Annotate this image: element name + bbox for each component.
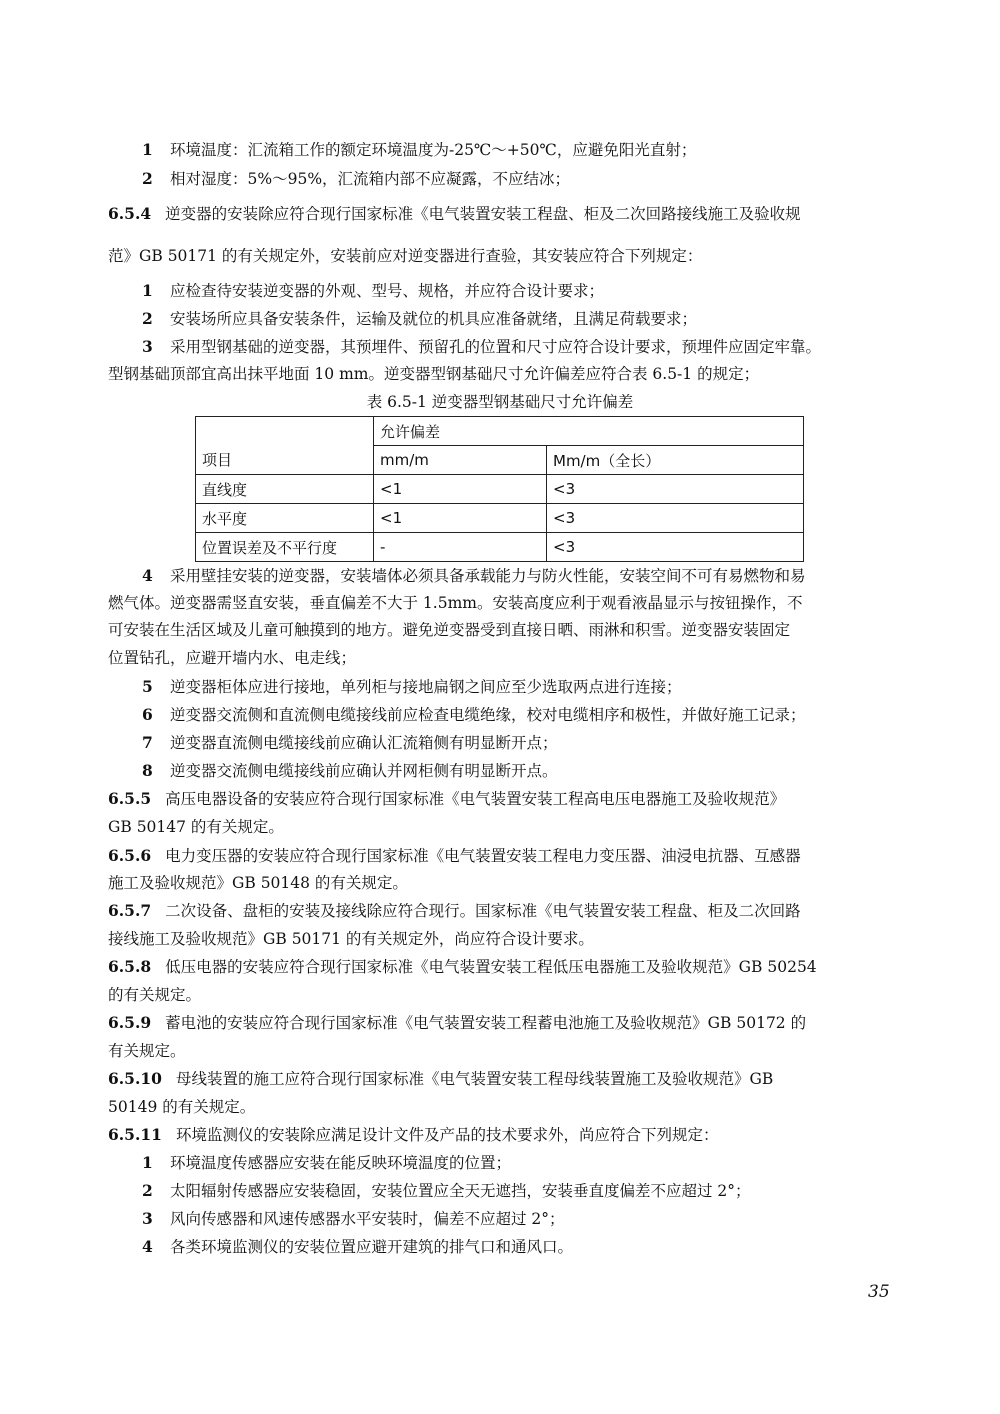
table-cell: 直线度 <box>196 475 374 504</box>
table-cell: <1 <box>374 475 547 504</box>
table-row <box>196 504 804 533</box>
item-text: 安装场所应具备安装条件，运输及就位的机具应准备就绪，且满足荷载要求； <box>170 310 698 328</box>
table-header-col2: Mm/m（全长） <box>547 446 804 475</box>
section-continuation: 施工及验收规范》GB 50148 的有关规定。 <box>108 874 408 892</box>
item-number: 2 <box>142 309 153 328</box>
table-header-item: 项目 <box>196 417 374 475</box>
table-cell: - <box>374 533 547 562</box>
section-text: 蓄电池的安装应符合现行国家标准《电气装置安装工程蓄电池施工及验收规范》GB 50172 的 <box>165 1014 807 1032</box>
item-continuation: 燃气体。逆变器需竖直安装，垂直偏差不大于 1.5mm。安装高度应利于观看液晶显示与按钮操作，不 <box>108 594 803 612</box>
item-number: 1 <box>142 140 153 159</box>
table-caption: 表 6.5-1 逆变器型钢基础尺寸允许偏差 <box>366 393 634 411</box>
list-item <box>142 733 558 753</box>
section-6-5-11 <box>108 1125 718 1145</box>
table-cell: <3 <box>547 475 804 504</box>
list-item <box>142 309 697 329</box>
item-number: 2 <box>142 169 153 188</box>
table-cell: 位置误差及不平行度 <box>196 533 374 562</box>
item-text: 各类环境监测仪的安装位置应避开建筑的排气口和通风口。 <box>170 1238 574 1256</box>
section-continuation: 有关规定。 <box>108 1042 186 1060</box>
section-number: 6.5.6 <box>108 846 152 865</box>
item-text: 应检查待安装逆变器的外观、型号、规格，并应符合设计要求； <box>170 282 605 300</box>
section-number: 6.5.9 <box>108 1013 152 1032</box>
item-text: 逆变器交流侧电缆接线前应确认并网柜侧有明显断开点。 <box>170 762 558 780</box>
item-text: 逆变器柜体应进行接地，单列柜与接地扁钢之间应至少选取两点进行连接； <box>170 678 682 696</box>
section-6-5-5 <box>108 789 785 809</box>
item-continuation: 型钢基础顶部宜高出抹平地面 10 mm。逆变器型钢基础尺寸允许偏差应符合表 6.5-1 的规定； <box>108 365 760 383</box>
section-number: 6.5.10 <box>108 1069 162 1088</box>
item-text: 环境温度传感器应安装在能反映环境温度的位置； <box>170 1154 512 1172</box>
tolerance-table <box>195 416 804 562</box>
table-header-group: 允许偏差 <box>374 417 804 446</box>
list-item <box>142 677 682 697</box>
section-text: 电力变压器的安装应符合现行国家标准《电气装置安装工程电力变压器、油浸电抗器、互感器 <box>165 847 801 865</box>
item-number: 4 <box>142 1237 153 1256</box>
table-row <box>196 533 804 562</box>
item-text: 风向传感器和风速传感器水平安装时，偏差不应超过 2°； <box>170 1210 565 1228</box>
section-6-5-10 <box>108 1069 773 1089</box>
item-number: 3 <box>142 337 153 356</box>
section-text: 低压电器的安装应符合现行国家标准《电气装置安装工程低压电器施工及验收规范》GB 50254 <box>165 958 817 976</box>
section-continuation: 接线施工及验收规范》GB 50171 的有关规定外，尚应符合设计要求。 <box>108 930 594 948</box>
section-continuation: 的有关规定。 <box>108 986 202 1004</box>
table-row <box>196 475 804 504</box>
section-text: 二次设备、盘柜的安装及接线除应符合现行。国家标准《电气装置安装工程盘、柜及二次回路 <box>165 902 801 920</box>
section-number: 6.5.5 <box>108 789 152 808</box>
list-item <box>142 281 604 301</box>
item-number: 1 <box>142 1153 153 1172</box>
page-number: 35 <box>868 1282 890 1302</box>
item-continuation: 位置钻孔，应避开墙内水、电走线； <box>108 649 357 667</box>
section-text: 逆变器的安装除应符合现行国家标准《电气装置安装工程盘、柜及二次回路接线施工及验收规 <box>165 205 801 223</box>
section-6-5-9 <box>108 1013 806 1033</box>
section-text: 环境监测仪的安装除应满足设计文件及产品的技术要求外，尚应符合下列规定： <box>175 1126 719 1144</box>
list-item <box>142 1153 511 1173</box>
section-6-5-6 <box>108 846 801 866</box>
item-text: 环境温度：汇流箱工作的额定环境温度为-25℃～+50℃，应避免阳光直射； <box>170 141 697 159</box>
list-item <box>142 1181 751 1201</box>
list-item <box>142 705 806 725</box>
section-6-5-8 <box>108 957 817 977</box>
list-item <box>142 337 821 357</box>
item-text: 逆变器直流侧电缆接线前应确认汇流箱侧有明显断开点； <box>170 734 558 752</box>
section-continuation: 范》GB 50171 的有关规定外，安装前应对逆变器进行查验，其安装应符合下列规定： <box>108 247 703 265</box>
list-item <box>142 761 558 781</box>
section-number: 6.5.11 <box>108 1125 162 1144</box>
item-number: 7 <box>142 733 153 752</box>
section-continuation: GB 50147 的有关规定。 <box>108 818 284 836</box>
section-number: 6.5.8 <box>108 957 152 976</box>
item-number: 2 <box>142 1181 153 1200</box>
section-text: 高压电器设备的安装应符合现行国家标准《电气装置安装工程高电压电器施工及验收规范》 <box>165 790 786 808</box>
list-item <box>142 566 806 586</box>
section-6-5-7 <box>108 901 801 921</box>
table-cell: <1 <box>374 504 547 533</box>
item-number: 5 <box>142 677 153 696</box>
item-number: 6 <box>142 705 153 724</box>
item-number: 1 <box>142 281 153 300</box>
list-item <box>142 1237 573 1257</box>
item-text: 采用型钢基础的逆变器，其预埋件、预留孔的位置和尺寸应符合设计要求，预埋件应固定牢靠。 <box>170 338 822 356</box>
section-text: 母线装置的施工应符合现行国家标准《电气装置安装工程母线装置施工及验收规范》GB <box>175 1070 774 1088</box>
section-number: 6.5.4 <box>108 204 152 223</box>
item-number: 4 <box>142 566 153 585</box>
section-number: 6.5.7 <box>108 901 152 920</box>
table-header-col1: mm/m <box>374 446 547 475</box>
table-cell: <3 <box>547 504 804 533</box>
item-continuation: 可安装在生活区域及儿童可触摸到的地方。避免逆变器受到直接日晒、雨淋和积雪。逆变器安装固定 <box>108 621 791 639</box>
item-text: 太阳辐射传感器应安装稳固，安装位置应全天无遮挡，安装垂直度偏差不应超过 2°； <box>170 1182 751 1200</box>
item-number: 3 <box>142 1209 153 1228</box>
item-number: 8 <box>142 761 153 780</box>
table-cell: 水平度 <box>196 504 374 533</box>
section-continuation: 50149 的有关规定。 <box>108 1098 256 1116</box>
list-item <box>142 169 570 189</box>
list-item <box>142 1209 565 1229</box>
item-text: 采用壁挂安装的逆变器，安装墙体必须具备承载能力与防火性能，安装空间不可有易燃物和易 <box>170 567 806 585</box>
table-cell: <3 <box>547 533 804 562</box>
section-6-5-4 <box>108 204 801 224</box>
list-item <box>142 140 696 160</box>
item-text: 相对湿度：5%～95%，汇流箱内部不应凝露，不应结冰； <box>170 170 571 188</box>
item-text: 逆变器交流侧和直流侧电缆接线前应检查电缆绝缘，校对电缆相序和极性，并做好施工记录； <box>170 706 806 724</box>
